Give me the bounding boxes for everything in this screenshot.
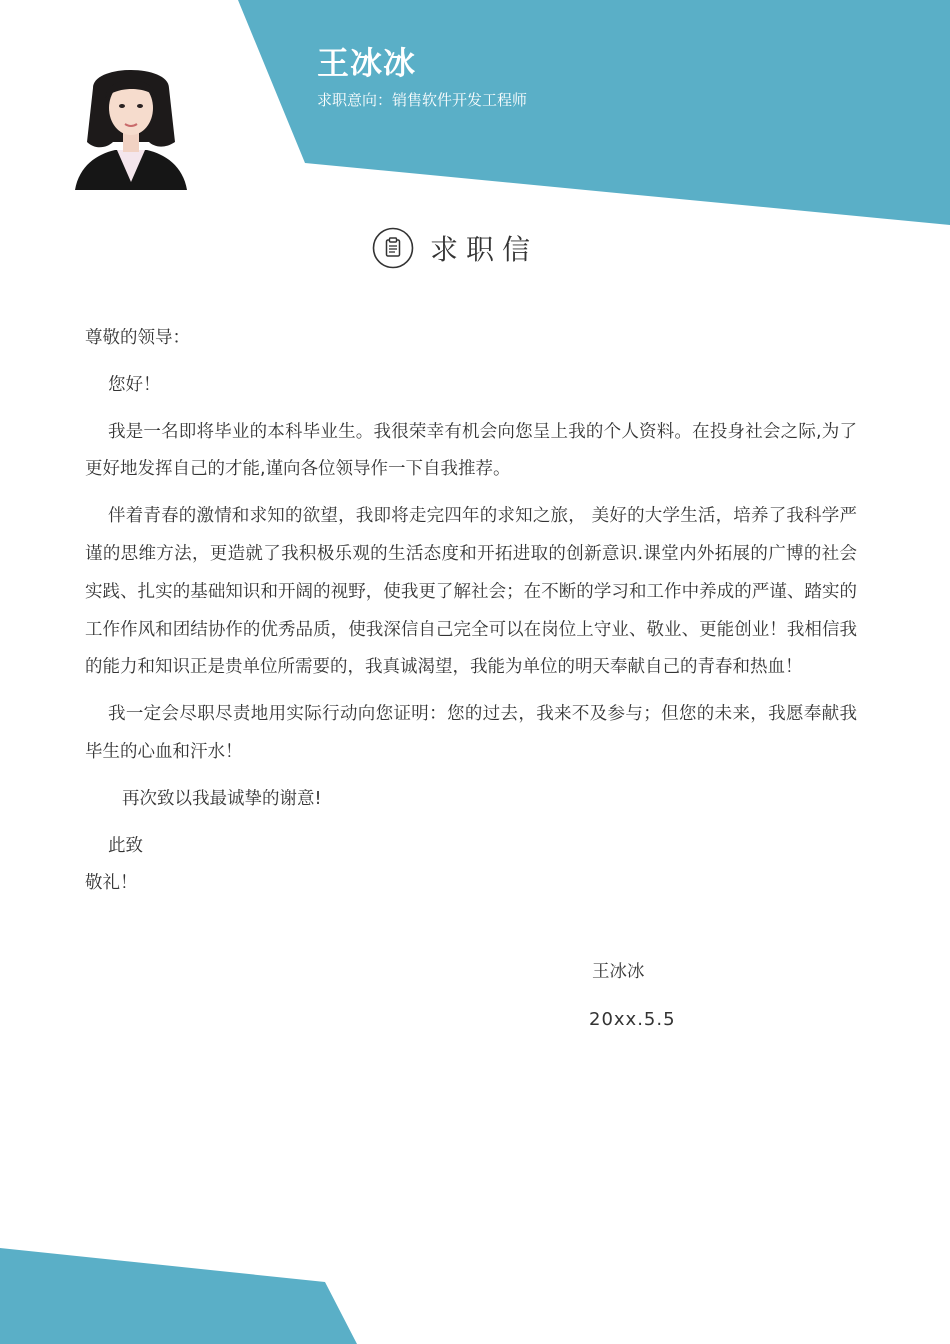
footer-banner [0,1240,360,1344]
header-accent-shape [238,0,950,225]
closing-line: 此致 [108,835,143,856]
document-title-row [372,224,538,272]
clipboard-icon [372,227,414,269]
document-title: 求职信 [430,233,539,266]
job-intention: 求职意向：销售软件开发工程师 [317,91,528,109]
letter-paragraph: 伴着青春的激情和求知的欲望，我即将走完四年的求知之旅， 美好的大学生活，培养了我科学严谨的思维方法，更造就了我积极乐观的生活态度和开拓进取的创新意识.课堂内外拓展的广博的社会实践、扎实的基础知识和开阔的视野，使我更了解社会；在不断的学习和工作中养成的严谨、踏实的工作作风和团结协作的优秀品质，使我深信自己完全可以在岗位上守业、敬业、更能创业！我相信我的能力和知识正是贵单位所需要的，我真诚渴望，我能为单位的明天奉献自己的青春和热血！ [85,506,857,678]
salutation: 尊敬的领导： [85,328,190,348]
letter-paragraph: 我一定会尽职尽责地用实际行动向您证明：您的过去，我来不及参与；但您的未来，我愿奉献我毕生的心血和汗水！ [85,704,857,762]
avatar [75,58,187,190]
applicant-name: 王冰冰 [317,44,417,82]
letter-body [85,320,857,903]
greeting: 您好！ [108,374,161,395]
letter-date: 20xx.5.5 [589,1009,676,1030]
letter-paragraph: 我是一名即将毕业的本科毕业生。我很荣幸有机会向您呈上我的个人资料。在投身社会之际,为了更好地发挥自己的才能,谨向各位领导作一下自我推荐。 [85,421,857,480]
footer-accent-shape [0,1248,357,1344]
thanks-line: 再次致以我最诚挚的谢意! [122,788,322,809]
signature: 王冰冰 [592,962,645,982]
closing-salute: 敬礼！ [85,873,138,894]
